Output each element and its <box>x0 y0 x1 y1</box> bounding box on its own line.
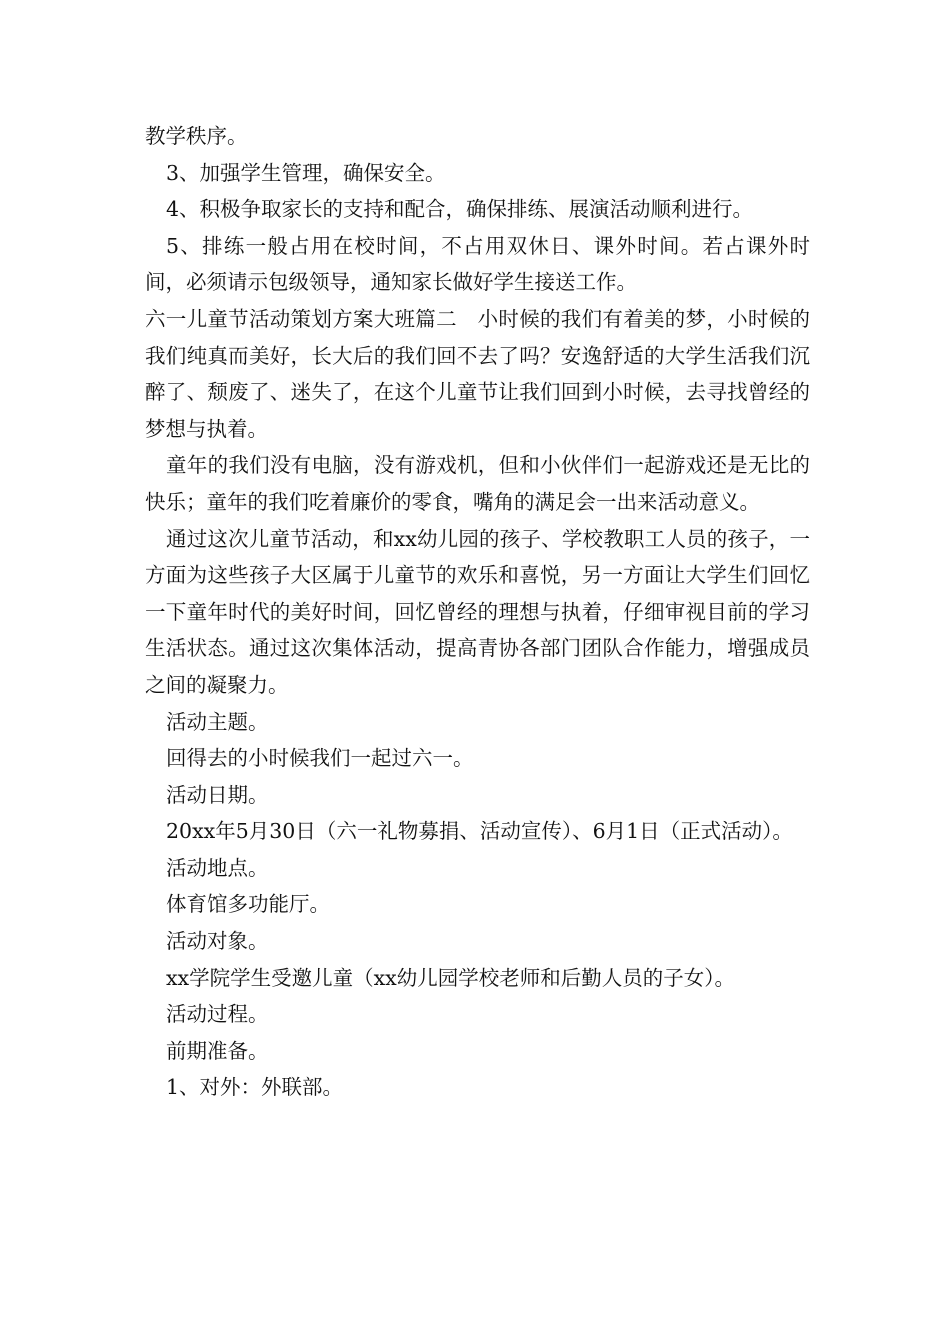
paragraph-7: 通过这次儿童节活动，和xx幼儿园的孩子、学校教职工人员的孩子，一方面为这些孩子大区属于儿童节的欢乐和喜悦，另一方面让大学生们回忆一下童年时代的美好时间，回忆曾经的理想与执着，仔细审视目前的学习生活状态。通过这次集体活动，提高青协各部门团队合作能力，增强成员之间的凝聚力。 <box>145 526 810 697</box>
paragraph-15: xx学院学生受邀儿童（xx幼儿园学校老师和后勤人员的子女）。 <box>166 965 735 990</box>
paragraph-5: 六一儿童节活动策划方案大班篇二 小时候的我们有着美的梦，小时候的我们纯真而美好，长大后的我们回不去了吗？安逸舒适的大学生活我们沉醉了、颓废了、迷失了，在这个儿童节让我们回到小时候，去寻找曾经的梦想与执着。 <box>145 306 810 441</box>
paragraph-3: 4、积极争取家长的支持和配合，确保排练、展演活动顺利进行。 <box>166 197 754 222</box>
paragraph-11: 20xx年5月30日（六一礼物募捐、活动宣传）、6月1日（正式活动）。 <box>166 819 793 844</box>
document-page <box>145 118 810 1106</box>
paragraph-10: 活动日期。 <box>166 782 269 807</box>
paragraph-6: 童年的我们没有电脑，没有游戏机，但和小伙伴们一起游戏还是无比的快乐；童年的我们吃着廉价的零食，嘴角的满足会一出来活动意义。 <box>145 453 810 514</box>
paragraph-4: 5、排练一般占用在校时间，不占用双休日、课外时间。若占课外时间，必须请示包级领导，通知家长做好学生接送工作。 <box>145 233 810 295</box>
paragraph-13: 体育馆多功能厅。 <box>166 892 330 917</box>
paragraph-9: 回得去的小时候我们一起过六一。 <box>166 746 474 771</box>
paragraph-2: 3、加强学生管理，确保安全。 <box>166 160 446 185</box>
paragraph-12: 活动地点。 <box>166 855 269 880</box>
paragraph-8: 活动主题。 <box>166 709 269 734</box>
paragraph-1: 教学秩序。 <box>145 124 248 148</box>
paragraph-14: 活动对象。 <box>166 929 269 954</box>
paragraph-16: 活动过程。 <box>166 1002 269 1027</box>
paragraph-18: 1、对外：外联部。 <box>166 1075 344 1100</box>
paragraph-17: 前期准备。 <box>166 1038 269 1063</box>
